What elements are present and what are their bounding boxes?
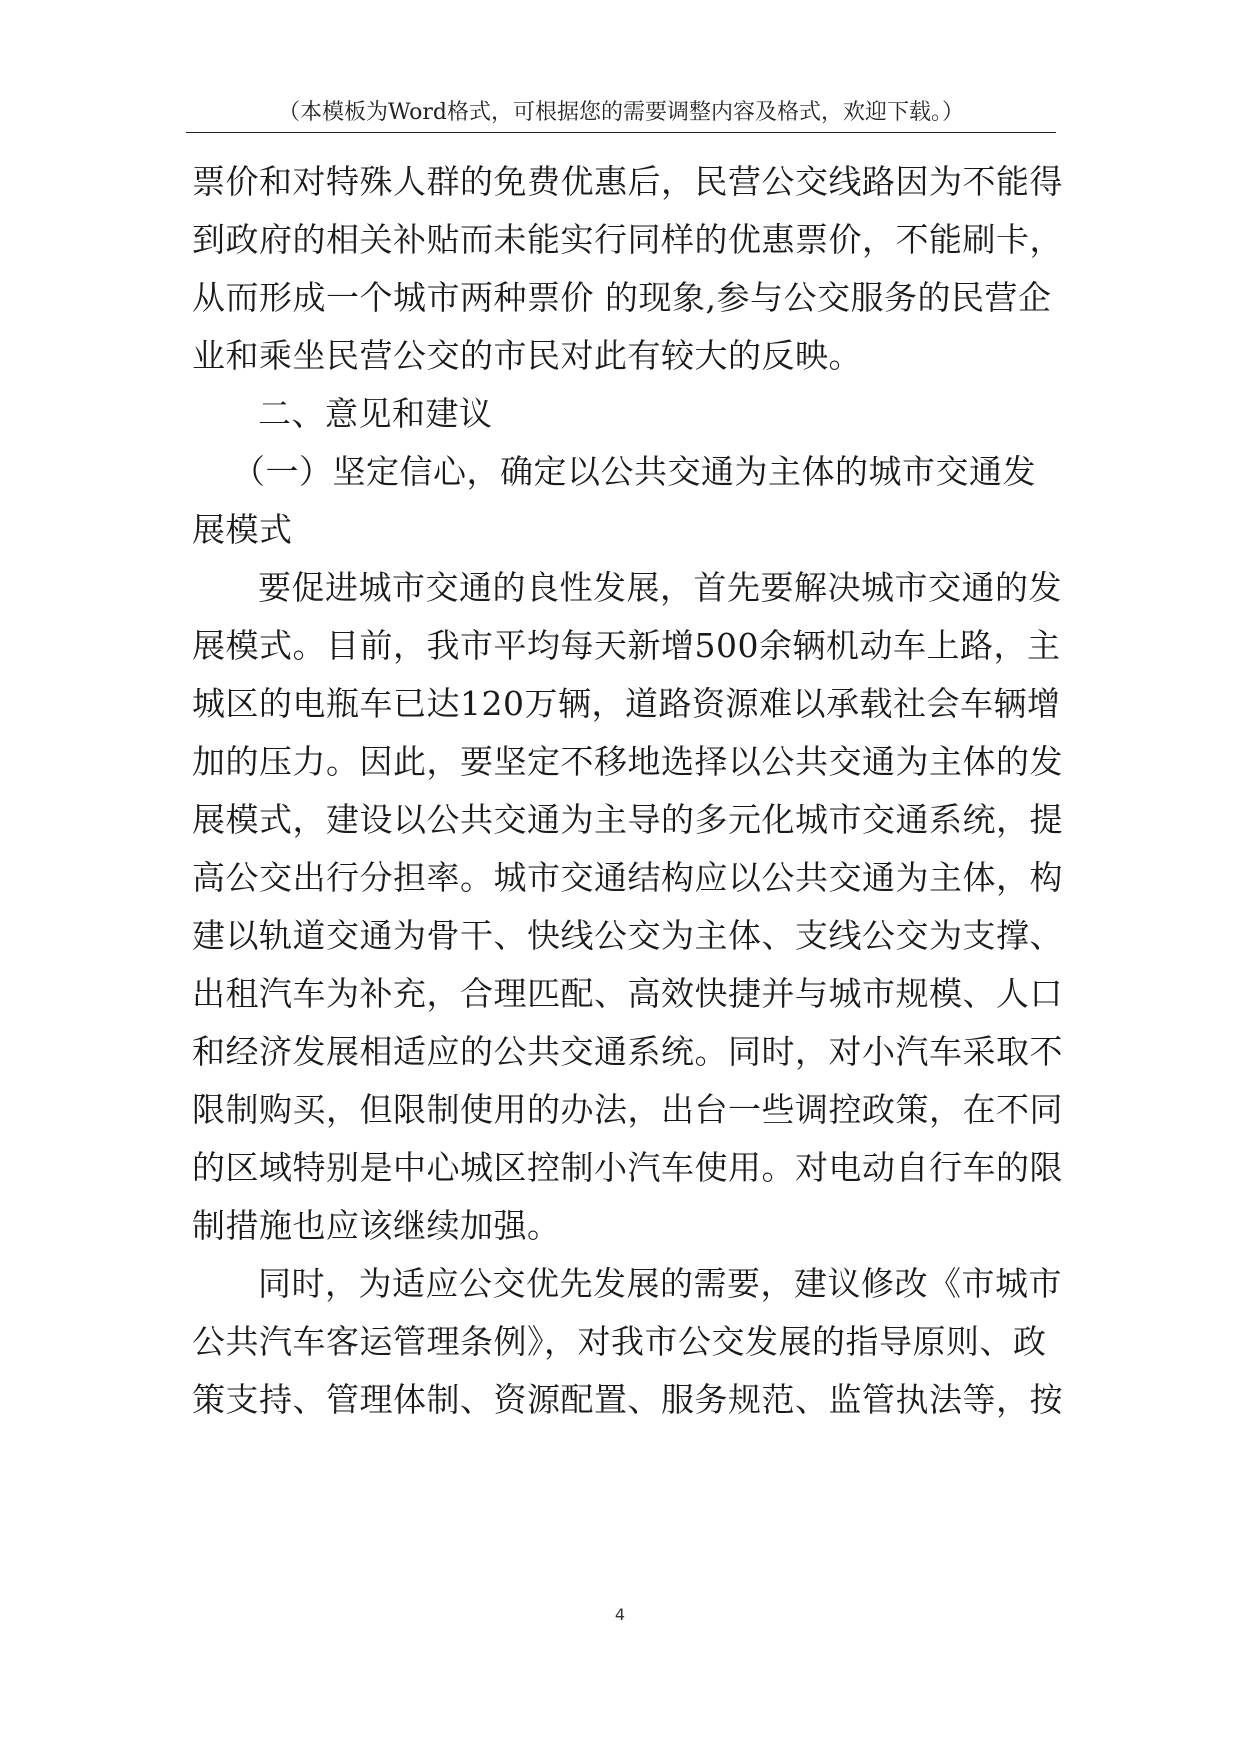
body-line: 同时，为适应公交优先发展的需要，建议修改《市城市	[258, 1264, 1062, 1303]
body-line: 制措施也应该继续加强。	[192, 1206, 561, 1245]
section-heading: 二、意见和建议	[258, 394, 493, 433]
header-divider	[186, 132, 1056, 133]
subsection-heading: （一）坚定信心，确定以公共交通为主体的城市交通发	[232, 452, 1036, 491]
body-line: 到政府的相关补贴而未能实行同样的优惠票价，不能刷卡，	[192, 220, 1063, 259]
body-line: 加的压力。因此，要坚定不移地选择以公共交通为主体的发	[192, 742, 1063, 781]
body-line: 和经济发展相适应的公共交通系统。同时，对小汽车采取不	[192, 1032, 1063, 1071]
body-line: 要促进城市交通的良性发展，首先要解决城市交通的发	[258, 568, 1062, 607]
body-line: 城区的电瓶车已达120万辆，道路资源难以承载社会车辆增	[192, 684, 1061, 723]
body-line: 限制购买，但限制使用的办法，出台一些调控政策，在不同	[192, 1090, 1063, 1129]
body-line: 业和乘坐民营公交的市民对此有较大的反映。	[192, 336, 862, 375]
subsection-heading-cont: 展模式	[192, 510, 293, 549]
body-line: 从而形成一个城市两种票价 的现象,参与公交服务的民营企	[192, 278, 1052, 317]
body-line: 展模式。目前，我市平均每天新增500余辆机动车上路，主	[192, 626, 1061, 665]
body-line: 出租汽车为补充，合理匹配、高效快捷并与城市规模、人口	[192, 974, 1063, 1013]
body-line: 高公交出行分担率。城市交通结构应以公共交通为主体，构	[192, 858, 1063, 897]
body-line: 建以轨道交通为骨干、快线公交为主体、支线公交为支撑、	[192, 916, 1063, 955]
body-line: 策支持、管理体制、资源配置、服务规范、监管执法等，按	[192, 1380, 1063, 1419]
page-number: 4	[614, 1605, 626, 1624]
body-line: 公共汽车客运管理条例》，对我市公交发展的指导原则、政	[192, 1322, 1047, 1361]
body-line: 的区域特别是中心城区控制小汽车使用。对电动自行车的限	[192, 1148, 1063, 1187]
body-line: 展模式，建设以公共交通为主导的多元化城市交通系统，提	[192, 800, 1063, 839]
body-line: 票价和对特殊人群的免费优惠后，民营公交线路因为不能得	[192, 162, 1063, 201]
template-note: （本模板为Word格式，可根据您的需要调整内容及格式，欢迎下载。）	[278, 100, 964, 125]
